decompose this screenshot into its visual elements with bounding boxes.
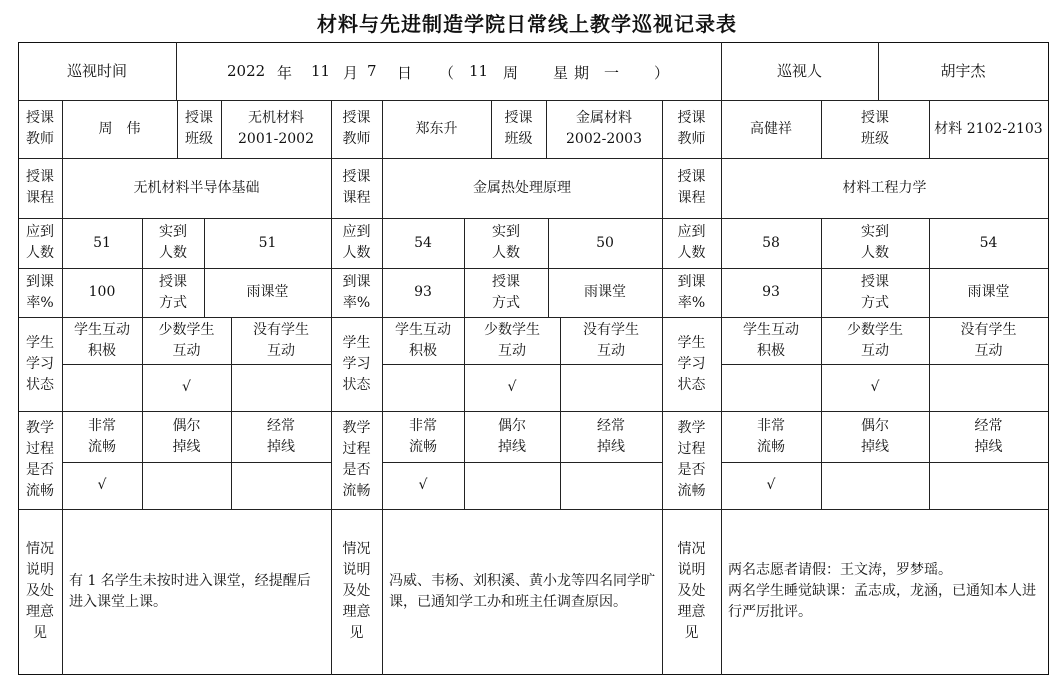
teacher-name: 高健祥 bbox=[750, 120, 792, 137]
state-few-label: 少数学生 互动 bbox=[484, 321, 540, 359]
notes-text: 冯威、韦杨、刘积溪、黄小龙等四名同学旷课，已通知学工办和班主任调查原因。 bbox=[389, 572, 655, 610]
actual-value: 50 bbox=[596, 234, 614, 251]
week-unit: 周 bbox=[503, 64, 519, 82]
state-few-label: 少数学生 互动 bbox=[847, 321, 903, 359]
actual-label: 实到 人数 bbox=[492, 224, 520, 261]
rate-value: 93 bbox=[762, 284, 780, 300]
course-label: 授课 课程 bbox=[342, 169, 371, 206]
actual-value: 51 bbox=[258, 234, 277, 251]
state-active-label: 学生互动 积极 bbox=[395, 321, 451, 359]
teacher-label: 授课 教师 bbox=[677, 110, 706, 147]
mode-value: 雨课堂 bbox=[584, 284, 626, 300]
mode-label: 授课 方式 bbox=[492, 273, 520, 311]
check-mark: √ bbox=[97, 477, 107, 493]
mode-value: 雨课堂 bbox=[246, 284, 289, 300]
rate-value: 93 bbox=[414, 284, 432, 300]
rate-value: 100 bbox=[88, 284, 116, 300]
mode-label: 授课 方式 bbox=[159, 273, 187, 311]
expected-label: 应到 人数 bbox=[26, 224, 54, 261]
state-none-label: 没有学生 互动 bbox=[960, 321, 1017, 359]
check-mark: √ bbox=[182, 379, 191, 395]
notes-label: 情况 说明 及处 理意 见 bbox=[677, 541, 706, 641]
check-mark: √ bbox=[766, 477, 776, 493]
state-none-label: 没有学生 互动 bbox=[253, 321, 309, 359]
notes-label: 情况 说明 及处 理意 见 bbox=[342, 541, 371, 641]
day-unit: 日 bbox=[397, 64, 413, 82]
paren-close: ） bbox=[654, 64, 670, 82]
state-label: 学生 学习 状态 bbox=[677, 334, 706, 393]
check-mark: √ bbox=[418, 477, 428, 493]
expected-value: 58 bbox=[762, 234, 780, 251]
process-occasional-label: 偶尔 掉线 bbox=[498, 417, 526, 455]
class-value: 无机材料 2001-2002 bbox=[238, 110, 314, 147]
notes-text: 有 1 名学生未按时进入课堂，经提醒后进入课堂上课。 bbox=[69, 572, 311, 610]
time-label: 巡视时间 bbox=[66, 61, 127, 80]
month: 11 bbox=[311, 62, 331, 80]
page-title: 材料与先进制造学院日常线上教学巡视记录表 bbox=[317, 12, 737, 36]
course-label: 授课 课程 bbox=[26, 169, 54, 206]
course-value: 无机材料半导体基础 bbox=[133, 179, 260, 196]
rate-label: 到课 率% bbox=[342, 273, 371, 311]
state-few-label: 少数学生 互动 bbox=[158, 321, 215, 359]
paren-open: （ bbox=[439, 64, 455, 82]
state-none-label: 没有学生 互动 bbox=[583, 321, 639, 359]
month-unit: 月 bbox=[343, 64, 359, 82]
process-smooth-label: 非常 流畅 bbox=[88, 417, 116, 455]
teacher-name: 周 伟 bbox=[98, 120, 141, 137]
year-unit: 年 bbox=[277, 64, 293, 82]
actual-value: 54 bbox=[979, 234, 998, 251]
notes-label: 情况 说明 及处 理意 见 bbox=[26, 541, 54, 641]
class-label: 授课 班级 bbox=[504, 110, 533, 147]
expected-value: 51 bbox=[93, 234, 111, 251]
process-label: 教学 过程 是否 流畅 bbox=[342, 420, 371, 499]
process-frequent-label: 经常 掉线 bbox=[267, 417, 295, 455]
expected-label: 应到 人数 bbox=[677, 224, 706, 261]
check-mark: √ bbox=[507, 379, 517, 395]
teacher-name: 郑东升 bbox=[415, 120, 458, 137]
expected-value: 54 bbox=[414, 234, 432, 251]
process-frequent-label: 经常 掉线 bbox=[974, 417, 1003, 455]
notes-text: 两名志愿者请假：王文涛，罗梦瑶。 两名学生睡觉缺课：孟志成，龙涵，已通知本人进行严厉批评。 bbox=[728, 562, 1036, 620]
class-label: 授课 班级 bbox=[861, 110, 889, 147]
mode-label: 授课 方式 bbox=[861, 273, 889, 311]
class-value: 金属材料 2002-2003 bbox=[566, 110, 642, 147]
rate-label: 到课 率% bbox=[677, 273, 706, 311]
inspector-name: 胡宇杰 bbox=[940, 61, 986, 80]
weekday-label: 星期 bbox=[553, 64, 596, 82]
process-label: 教学 过程 是否 流畅 bbox=[677, 420, 706, 499]
process-label: 教学 过程 是否 流畅 bbox=[26, 420, 54, 499]
week-number: 11 bbox=[469, 62, 489, 80]
course-label: 授课 课程 bbox=[677, 169, 706, 206]
weekday: 一 bbox=[604, 64, 620, 82]
check-mark: √ bbox=[870, 379, 880, 395]
year: 2022 bbox=[227, 62, 266, 80]
course-value: 金属热处理原理 bbox=[473, 179, 571, 196]
actual-label: 实到 人数 bbox=[861, 224, 889, 261]
class-value: 材料 2102-2103 bbox=[934, 120, 1043, 137]
expected-label: 应到 人数 bbox=[342, 224, 371, 261]
course-value: 材料工程力学 bbox=[842, 179, 927, 196]
rate-label: 到课 率% bbox=[26, 273, 54, 311]
teacher-label: 授课 教师 bbox=[26, 110, 54, 147]
class-label: 授课 班级 bbox=[185, 110, 213, 147]
actual-label: 实到 人数 bbox=[159, 224, 187, 261]
state-active-label: 学生互动 积极 bbox=[74, 321, 130, 359]
state-label: 学生 学习 状态 bbox=[342, 334, 371, 393]
process-smooth-label: 非常 流畅 bbox=[409, 417, 437, 455]
process-smooth-label: 非常 流畅 bbox=[757, 417, 785, 455]
mode-value: 雨课堂 bbox=[967, 284, 1010, 300]
day: 7 bbox=[367, 62, 377, 80]
state-label: 学生 学习 状态 bbox=[26, 334, 54, 393]
process-occasional-label: 偶尔 掉线 bbox=[861, 417, 889, 455]
inspector-label: 巡视人 bbox=[776, 61, 822, 80]
process-occasional-label: 偶尔 掉线 bbox=[172, 417, 201, 455]
state-active-label: 学生互动 积极 bbox=[743, 321, 799, 359]
process-frequent-label: 经常 掉线 bbox=[597, 417, 625, 455]
teacher-label: 授课 教师 bbox=[342, 110, 371, 147]
